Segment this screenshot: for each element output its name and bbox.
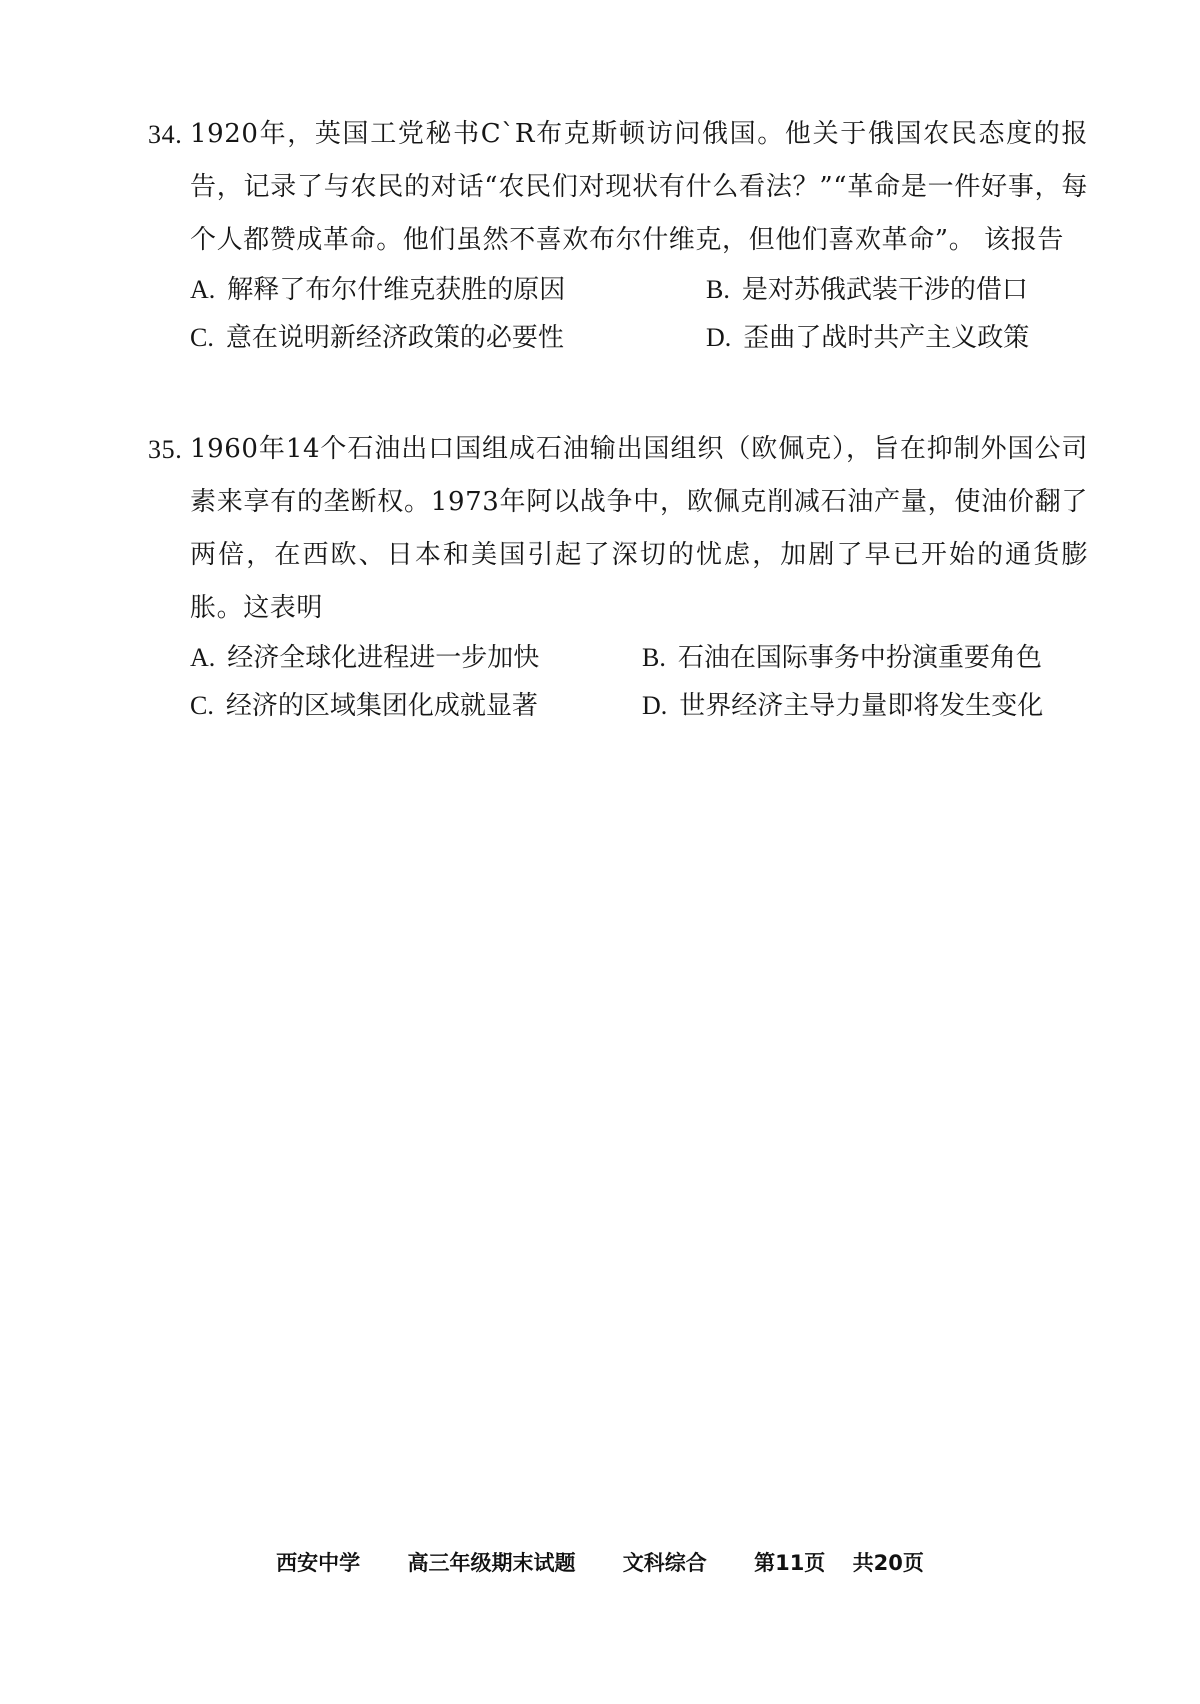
footer-subject: 文科综合 xyxy=(622,1551,707,1575)
question-number: 34. xyxy=(148,120,183,149)
question-stem xyxy=(148,423,1088,635)
option-text: 是对苏俄武装干涉的借口 xyxy=(741,275,1028,305)
option-label: C. xyxy=(190,323,214,352)
option-label: D. xyxy=(642,691,668,720)
option-text: 解释了布尔什维克获胜的原因 xyxy=(227,275,566,305)
option-d[interactable] xyxy=(706,315,1029,361)
option-text: 石油在国际事务中扮演重要角色 xyxy=(677,643,1042,673)
option-label: C. xyxy=(190,691,214,720)
question-text: 1960年14个石油出口国组成石油输出国组织（欧佩克），旨在抑制外国公司素来享有的垄断权。1973年阿以战争中，欧佩克削减石油产量，使油价翻了两倍，在西欧、日本和美国引起了深切的忧虑，加剧了早已开始的通货膨胀。这表明 xyxy=(190,434,1088,623)
question-34 xyxy=(148,108,1088,367)
footer-school: 西安中学 xyxy=(276,1551,361,1575)
option-b[interactable] xyxy=(642,635,1042,681)
question-stem xyxy=(148,108,1088,267)
option-c[interactable] xyxy=(190,315,564,361)
option-text: 意在说明新经济政策的必要性 xyxy=(225,323,564,353)
option-label: D. xyxy=(706,323,732,352)
question-35 xyxy=(148,423,1088,735)
option-text: 经济的区域集团化成就显著 xyxy=(225,691,538,721)
page-footer xyxy=(0,1547,1200,1577)
options-list xyxy=(190,267,1088,367)
option-text: 经济全球化进程进一步加快 xyxy=(227,643,540,673)
footer-page-number: 第11页 xyxy=(754,1551,826,1575)
option-label: B. xyxy=(706,275,730,304)
question-text: 1920年，英国工党秘书C`R布克斯顿访问俄国。他关于俄国农民态度的报告，记录了与农民的对话“农民们对现状有什么看法？”“革命是一件好事，每个人都赞成革命。他们虽然不喜欢布尔什维克，但他们喜欢革命”。 该报告 xyxy=(190,119,1088,255)
footer-total-pages: 共20页 xyxy=(852,1551,924,1575)
option-label: A. xyxy=(190,643,216,672)
footer-exam: 高三年级期末试题 xyxy=(407,1551,576,1575)
option-a[interactable] xyxy=(190,635,539,681)
option-c[interactable] xyxy=(190,683,538,729)
option-label: B. xyxy=(642,643,666,672)
question-number: 35. xyxy=(148,435,183,464)
option-label: A. xyxy=(190,275,216,304)
option-b[interactable] xyxy=(706,267,1028,313)
options-list xyxy=(190,635,1088,735)
option-text: 世界经济主导力量即将发生变化 xyxy=(679,691,1044,721)
option-text: 歪曲了战时共产主义政策 xyxy=(743,323,1030,353)
option-d[interactable] xyxy=(642,683,1043,729)
option-a[interactable] xyxy=(190,267,565,313)
